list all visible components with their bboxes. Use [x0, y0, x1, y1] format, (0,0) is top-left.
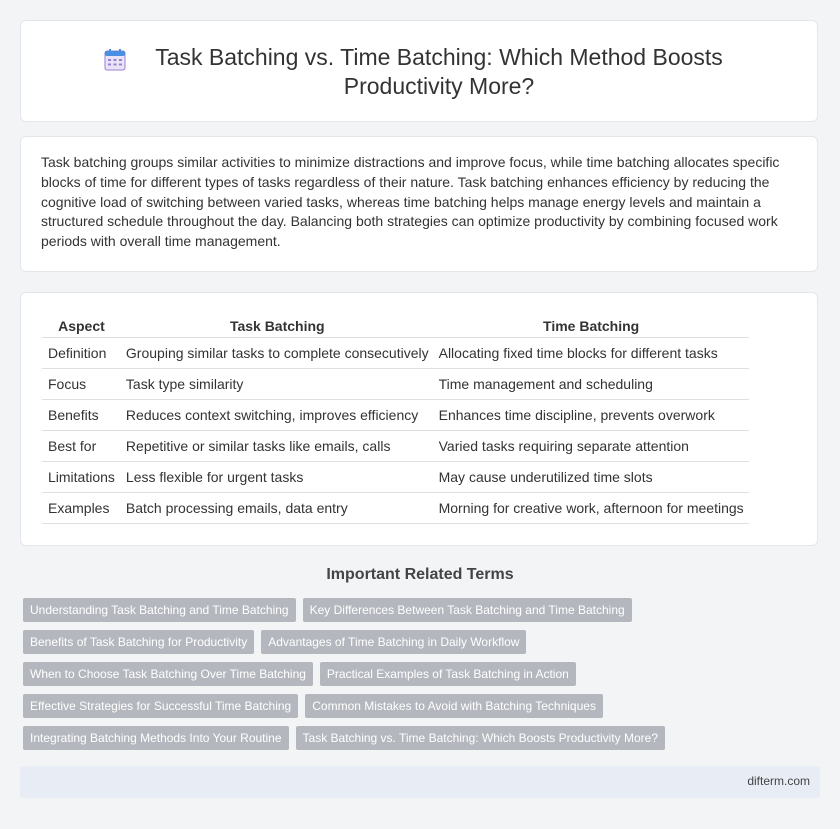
task-batching-cell: Less flexible for urgent tasks: [121, 462, 434, 493]
column-header-task-batching: Task Batching: [121, 315, 434, 338]
time-batching-cell: Morning for creative work, afternoon for meetings: [434, 493, 749, 524]
tag-row: [23, 726, 703, 758]
related-term-tag[interactable]: Understanding Task Batching and Time Batching: [23, 598, 296, 622]
title-wrap: [21, 43, 817, 101]
task-batching-cell: Grouping similar tasks to complete consecutively: [121, 338, 434, 369]
related-term-tag[interactable]: Common Mistakes to Avoid with Batching Techniques: [305, 694, 603, 718]
time-batching-cell: Time management and scheduling: [434, 369, 749, 400]
task-batching-cell: Reduces context switching, improves efficiency: [121, 400, 434, 431]
related-term-tag[interactable]: Advantages of Time Batching in Daily Workflow: [261, 630, 526, 654]
comparison-table: [42, 315, 749, 524]
page-title: Task Batching vs. Time Batching: Which Method Boosts Productivity More?: [155, 44, 723, 99]
aspect-cell: Benefits: [42, 400, 121, 431]
related-term-tag[interactable]: Benefits of Task Batching for Productivity: [23, 630, 254, 654]
related-term-tag[interactable]: Integrating Batching Methods Into Your Routine: [23, 726, 289, 750]
related-term-tag[interactable]: Key Differences Between Task Batching and Time Batching: [303, 598, 632, 622]
related-term-tag[interactable]: Effective Strategies for Successful Time Batching: [23, 694, 298, 718]
related-terms-heading: Important Related Terms: [326, 566, 514, 583]
aspect-cell: Limitations: [42, 462, 121, 493]
tag-row: [23, 630, 703, 662]
tag-row: [23, 694, 703, 726]
intro-card: [20, 136, 818, 272]
task-batching-cell: Repetitive or similar tasks like emails, calls: [121, 431, 434, 462]
comparison-table-card: [20, 292, 818, 546]
table-row: [42, 462, 749, 493]
footer: [20, 766, 820, 798]
time-batching-cell: Varied tasks requiring separate attention: [434, 431, 749, 462]
table-header-row: [42, 315, 749, 338]
aspect-cell: Examples: [42, 493, 121, 524]
table-row: [42, 493, 749, 524]
aspect-cell: Best for: [42, 431, 121, 462]
time-batching-cell: May cause underutilized time slots: [434, 462, 749, 493]
header-card: [20, 20, 818, 122]
tag-row: [23, 662, 703, 694]
calendar-icon: [103, 48, 127, 72]
table-row: [42, 369, 749, 400]
tag-row: [23, 598, 703, 630]
time-batching-cell: Enhances time discipline, prevents overwork: [434, 400, 749, 431]
related-term-tag[interactable]: Task Batching vs. Time Batching: Which Boosts Productivity More?: [296, 726, 665, 750]
related-terms-list: [23, 598, 703, 758]
table-row: [42, 431, 749, 462]
task-batching-cell: Task type similarity: [121, 369, 434, 400]
column-header-aspect: Aspect: [42, 315, 121, 338]
column-header-time-batching: Time Batching: [434, 315, 749, 338]
aspect-cell: Definition: [42, 338, 121, 369]
time-batching-cell: Allocating fixed time blocks for different tasks: [434, 338, 749, 369]
footer-site-link[interactable]: difterm.com: [747, 774, 810, 788]
aspect-cell: Focus: [42, 369, 121, 400]
task-batching-cell: Batch processing emails, data entry: [121, 493, 434, 524]
related-term-tag[interactable]: Practical Examples of Task Batching in Action: [320, 662, 576, 686]
related-term-tag[interactable]: When to Choose Task Batching Over Time Batching: [23, 662, 313, 686]
table-row: [42, 338, 749, 369]
table-row: [42, 400, 749, 431]
intro-paragraph: Task batching groups similar activities to minimize distractions and improve focus, while time batching allocates specific blocks of time for different types of tasks regardless of their nature. Task batching enhances efficiency by reducing the cognitive load of switching between varied tasks, whereas time batching helps manage energy levels and maintain a structured schedule throughout the day. Balancing both strategies can optimize productivity by combining focused work periods with overall time management.: [41, 154, 780, 250]
